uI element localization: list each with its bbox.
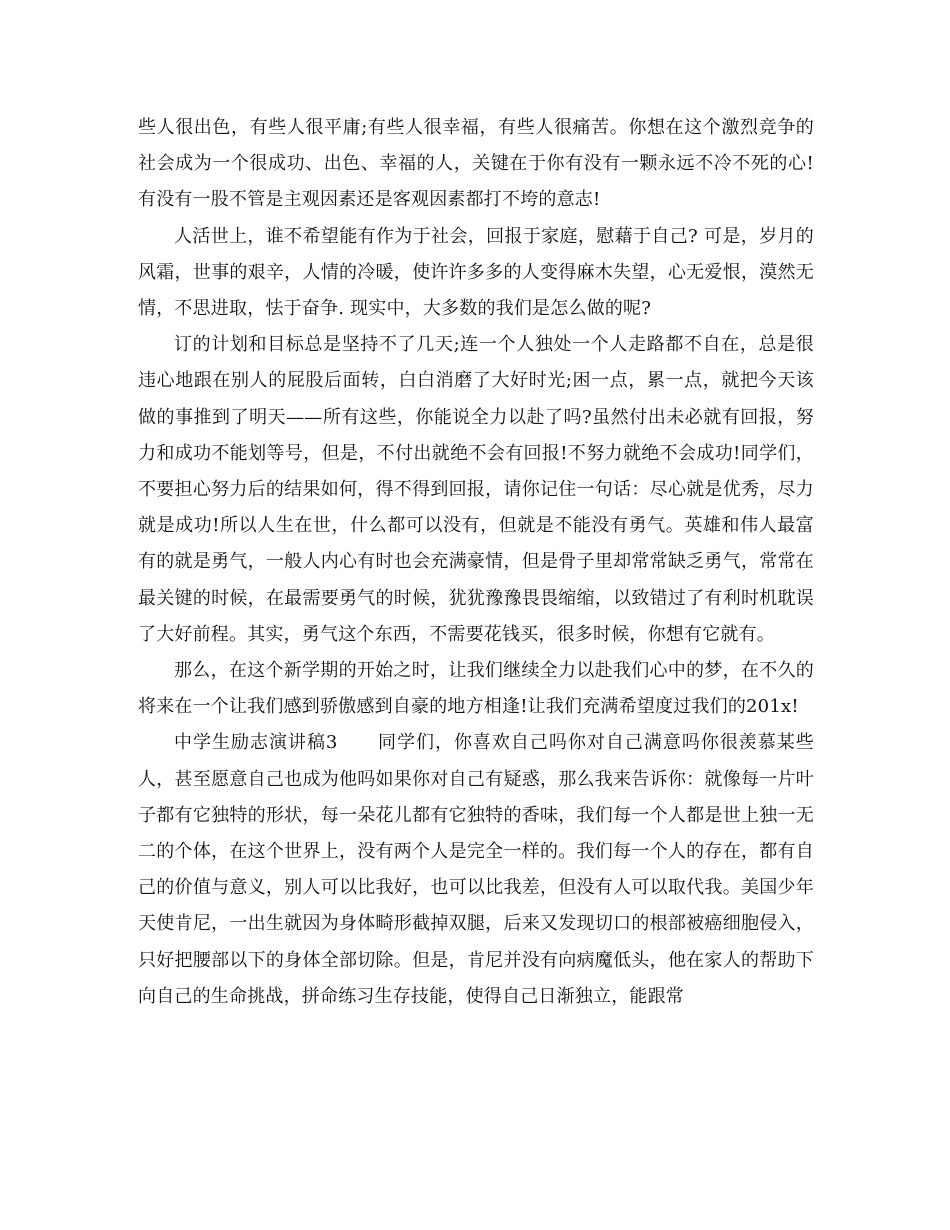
document-body xyxy=(138,110,814,1015)
paragraph-2: 人活世上，谁不希望能有作为于社会，回报于家庭，慰藉于自己? 可是，岁月的风霜，世事的艰辛，人情的冷暖，使许许多多的人变得麻木失望，心无爱恨，漠然无情，不思进取，怯于奋争. 现实中，大多数的我们是怎么做的呢? xyxy=(138,225,814,320)
paragraph-5 xyxy=(138,725,814,1015)
speech-body: 同学们，你喜欢自己吗你对自己满意吗你很羡慕某些人，甚至愿意自己也成为他吗如果你对自己有疑惑，那么我来告诉你：就像每一片叶子都有它独特的形状，每一朵花儿都有它独特的香味，我们每一个人都是世上独一无二的个体，在这个世界上，没有两个人是完全一样的。我们每一个人的存在，都有自己的价值与意义，别人可以比我好，也可以比我差，但没有人可以取代我。美国少年天使肯尼，一出生就因为身体畸形截掉双腿，后来又发现切口的根部被癌细胞侵入，只好把腰部以下的身体全部切除。但是，肯尼并没有向病魔低头，他在家人的帮助下向自己的生命挑战，拼命练习生存技能，使得自己日渐独立，能跟常 xyxy=(138,732,814,1007)
speech-heading: 中学生励志演讲稿3 xyxy=(174,732,338,754)
paragraph-1: 些人很出色，有些人很平庸;有些人很幸福，有些人很痛苦。你想在这个激烈竞争的社会成为一个很成功、出色、幸福的人，关键在于你有没有一颗永远不冷不死的心!有没有一股不管是主观因素还是客观因素都打不垮的意志! xyxy=(138,117,814,211)
paragraph-3: 订的计划和目标总是坚持不了几天;连一个人独处一个人走路都不自在，总是很违心地跟在别人的屁股后面转，白白消磨了大好时光;困一点，累一点，就把今天该做的事推到了明天——所有这些，你能说全力以赴了吗?虽然付出未必就有回报，努力和成功不能划等号，但是，不付出就绝不会有回报!不努力就绝不会成功!同学们，不要担心努力后的结果如何，得不得到回报，请你记住一句话：尽心就是优秀，尽力就是成功!所以人生在世，什么都可以没有，但就是不能没有勇气。英雄和伟人最富有的就是勇气，一般人内心有时也会充满豪情，但是骨子里却常常缺乏勇气，常常在最关键的时候，在最需要勇气的时候，犹犹豫豫畏畏缩缩，以致错过了有利时机耽误了大好前程。其实，勇气这个东西，不需要花钱买，很多时候，你想有它就有。 xyxy=(138,334,814,645)
paragraph-4: 那么，在这个新学期的开始之时，让我们继续全力以赴我们心中的梦，在不久的将来在一个让我们感到骄傲感到自豪的地方相逢!让我们充满希望度过我们的201x! xyxy=(138,660,814,718)
